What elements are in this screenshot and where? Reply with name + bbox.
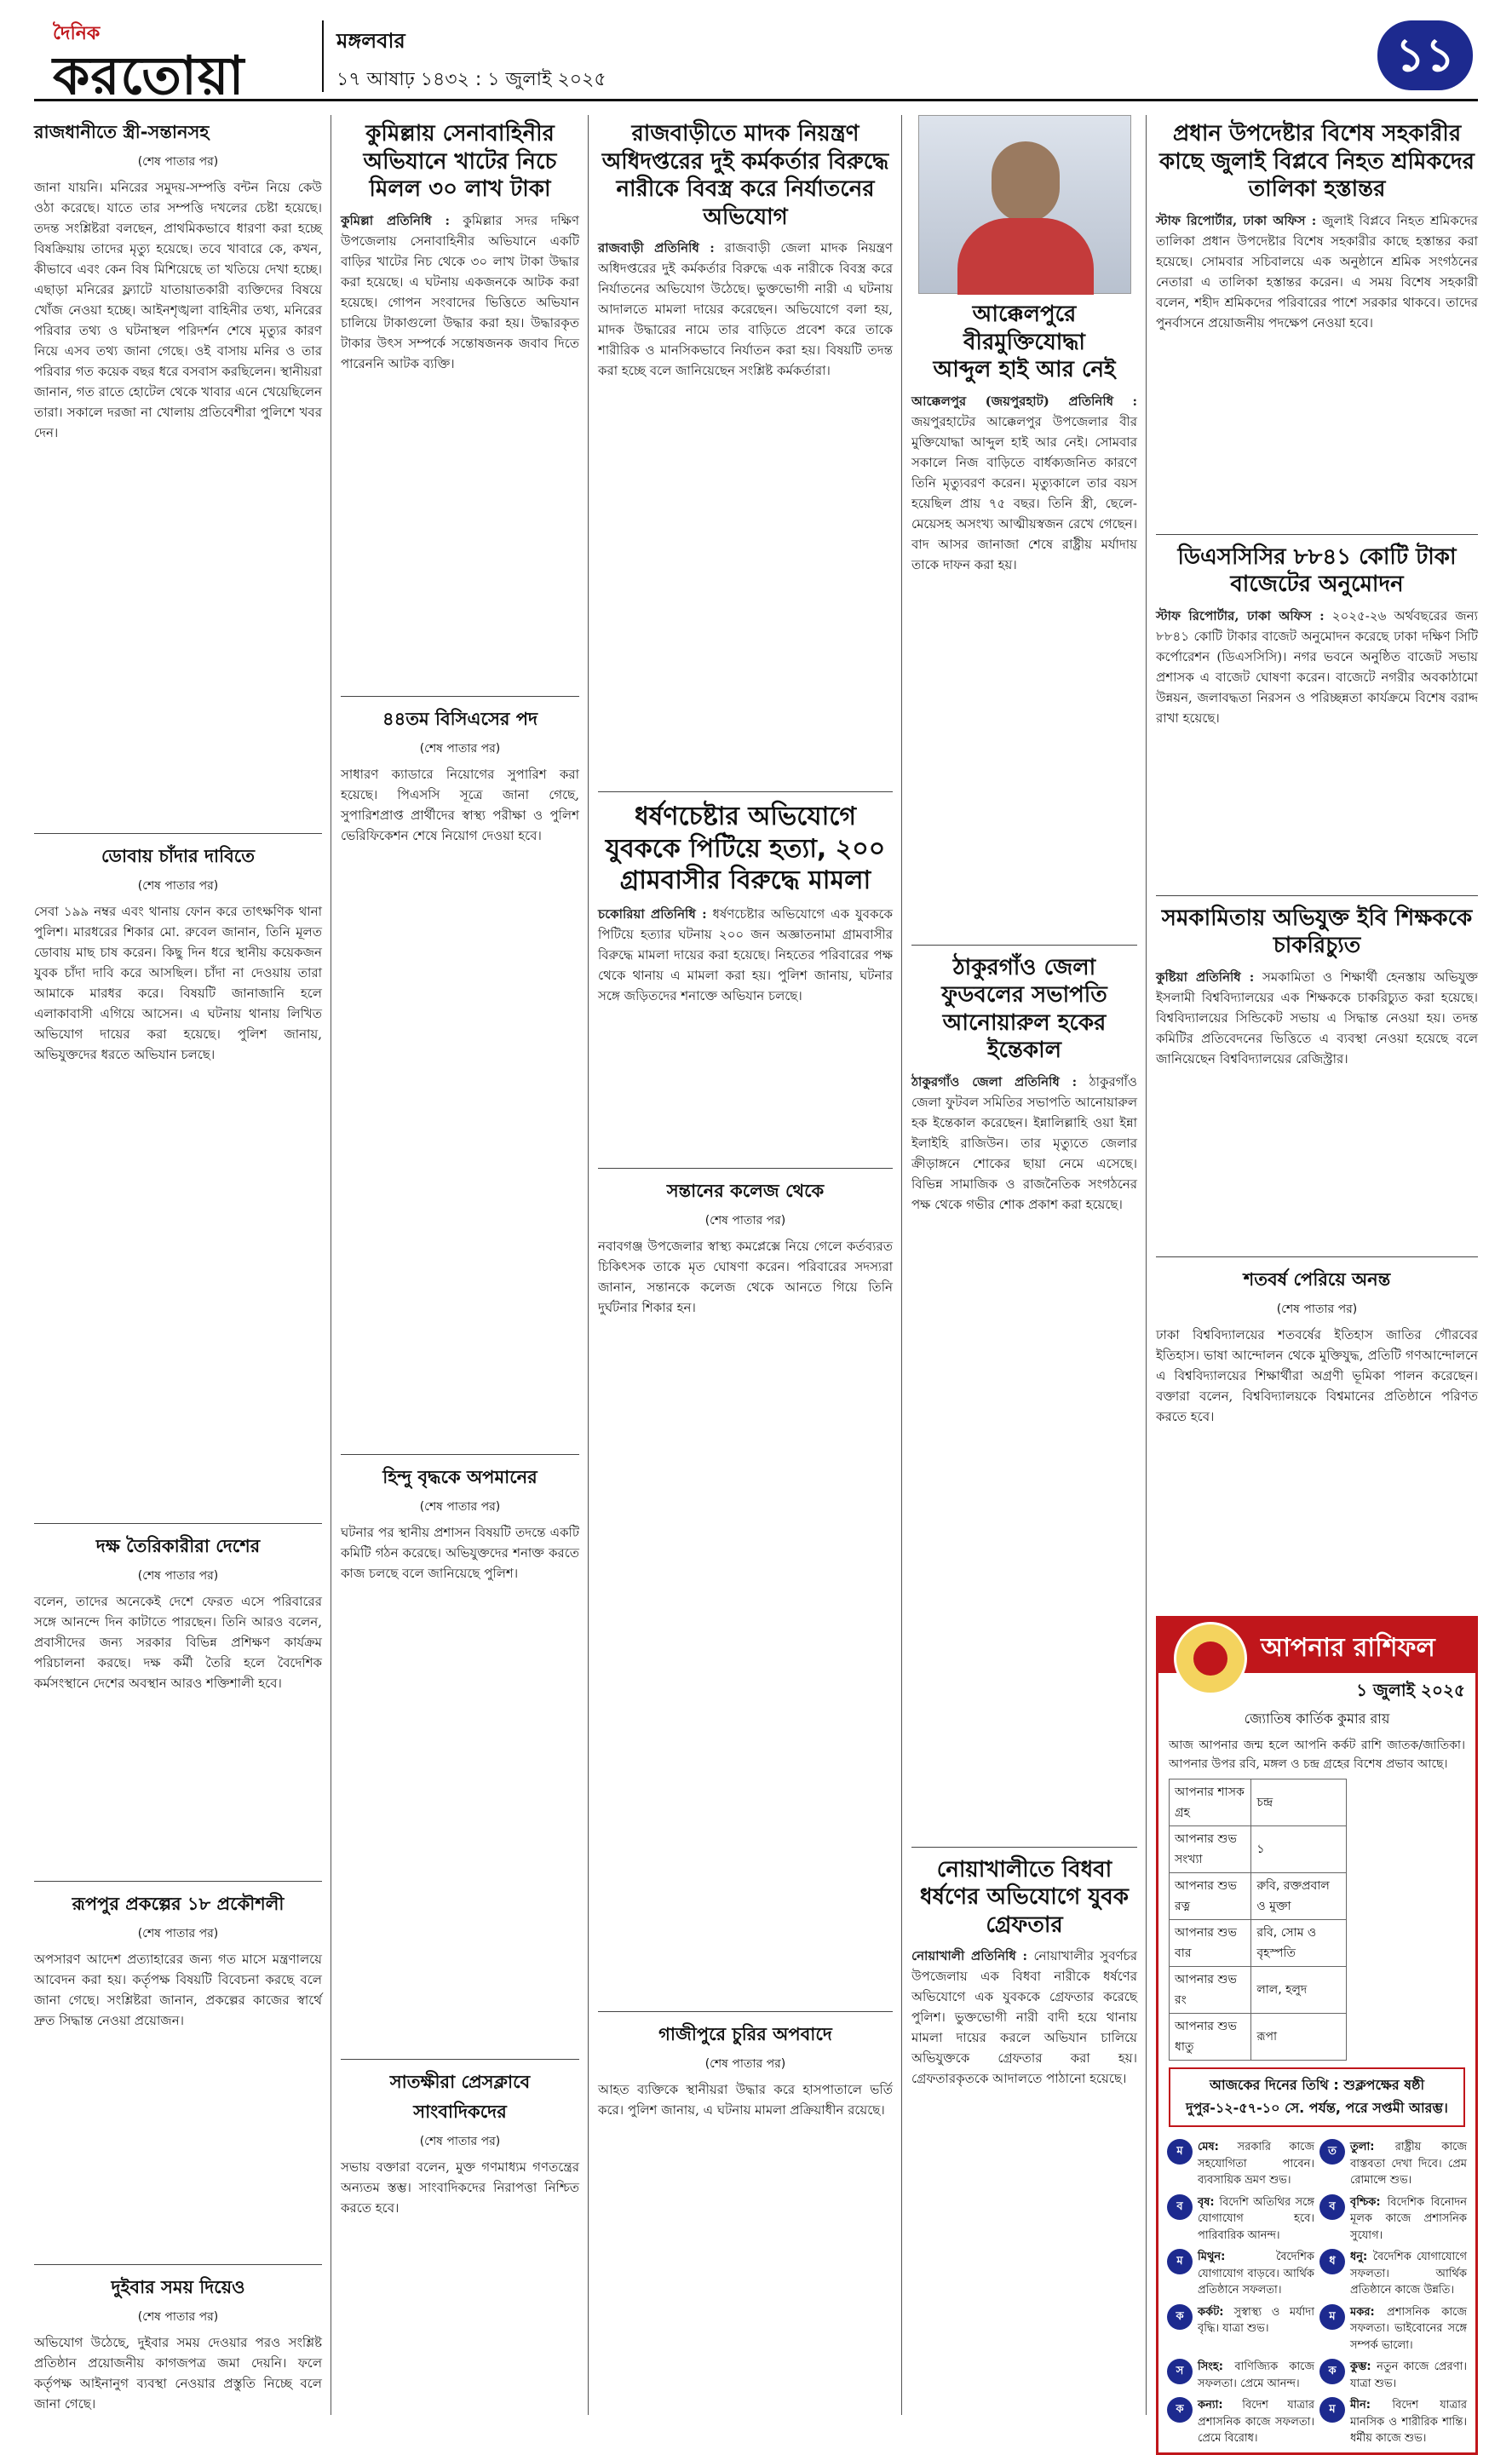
- zodiac-sign-entry: [1167, 2249, 1314, 2299]
- zodiac-sign-icon: ধ: [1319, 2249, 1345, 2274]
- zodiac-sign-icon: ব: [1319, 2194, 1345, 2220]
- horoscope-intro: আজ আপনার জন্ম হলে আপনি কর্কট রাশি জাতক/জাতিকা। আপনার উপর রবি, মঙ্গল ও চন্দ্র গ্রহের বিশেষ প্রভাব আছে।: [1169, 1738, 1465, 1771]
- masthead-divider: [322, 20, 324, 92]
- article-body: ঘটনার পর স্থানীয় প্রশাসন বিষয়টি তদন্তে একটি কমিটি গঠন করেছে। অভিযুক্তদের শনাক্ত করতে কাজ চলছে বলে জানিয়েছে পুলিশ।: [341, 1524, 579, 1581]
- continued-note: (শেষ পাতার পর): [419, 741, 501, 756]
- zodiac-sign-text: [1198, 2249, 1314, 2299]
- logo-title: করতোয়া: [53, 44, 245, 106]
- horoscope-stat-row: [1170, 1779, 1347, 1826]
- article-divider: [34, 1881, 322, 1882]
- article-body: আহত ব্যক্তিকে স্থানীয়রা উদ্ধার করে হাসপাতালে ভর্তি করে। পুলিশ জানায়, এ ঘটনায় মামলা প্রক্রিয়াধীন রয়েছে।: [598, 2081, 893, 2118]
- zodiac-sign-name: সিংহ:: [1198, 2360, 1235, 2374]
- logo-prefix: দৈনিক: [53, 23, 101, 44]
- article-text: কুমিল্লার সদর দক্ষিণ উপজেলায় সেনাবাহিনীর অভিযানে একটি বাড়ির খাটের নিচ থেকে ৩০ লাখ টাকা উদ্ধার করা হয়েছে। এ ঘটনায় একজনকে আটক করা হয়েছে। গোপন সংবাদের ভিত্তিতে অভিযান চালিয়ে টাকাগুলো উদ্ধার করা হয়। উদ্ধারকৃত টাকার উৎস সম্পর্কে সন্তোষজনক জবাব দিতে পারেননি আটক ব্যক্তি।: [341, 212, 579, 371]
- column-rule: [588, 115, 589, 2415]
- zodiac-sign-icon: ব: [1167, 2194, 1193, 2220]
- article-divider: [341, 696, 579, 697]
- zodiac-sign-name: বৃশ্চিক:: [1350, 2195, 1388, 2209]
- horoscope-header: [1158, 1618, 1475, 1673]
- article-title: গাজীপুরে চুরির অপবাদে: [658, 2023, 832, 2044]
- article-title: সন্তানের কলেজ থেকে: [666, 1180, 825, 1201]
- headline: সমকামিতায় অভিযুক্ত ইবি শিক্ষককে চাকরিচ্যুত: [1161, 905, 1473, 958]
- zodiac-sign-icon: ক: [1167, 2397, 1193, 2423]
- zodiac-sign-text: [1198, 2139, 1314, 2189]
- article-title: সাতক্ষীরা প্রেসক্লাবে সাংবাদিকদের: [389, 2071, 531, 2122]
- zodiac-sign-text: [1350, 2139, 1467, 2189]
- dateline: আক্কেলপুর (জয়পুরহাট) প্রতিনিধি :: [911, 393, 1137, 409]
- article-title: ৪৪তম বিসিএসের পদ: [382, 708, 538, 729]
- zodiac-sign-name: মীন:: [1350, 2399, 1393, 2412]
- dateline: স্টাফ রিপোর্টার, ঢাকা অফিস :: [1156, 607, 1325, 624]
- article-body: সাধারণ ক্যাডারে নিয়োগের সুপারিশ করা হয়েছে। পিএসসি সূত্রে জানা গেছে, সুপারিশপ্রাপ্ত প্রার্থীদের স্বাস্থ্য পরীক্ষা ও পুলিশ ভেরিফিকেশন শেষে নিয়োগ দেওয়া হবে।: [341, 766, 579, 843]
- zodiac-sign-forecast: বাণিজ্যিক কাজে সফলতা। প্রেমে আনন্দ।: [1198, 2360, 1314, 2390]
- zodiac-sign-forecast: বিদেশ যাত্রার প্রশাসনিক কাজে সফলতা। প্রেমে বিরোধ।: [1198, 2399, 1314, 2446]
- zodiac-sign-forecast: প্রশাসনিক কাজে সফলতা। ভাইবোনের সঙ্গে সম্পর্ক ভালো।: [1350, 2305, 1467, 2352]
- article-text: নোয়াখালীর সুবর্ণচর উপজেলায় এক বিধবা নারীকে ধর্ষণের অভিযোগে এক যুবককে গ্রেফতার করেছে পুলিশ। ভুক্তভোগী নারী বাদী হয়ে থানায় মামলা দায়ের করলে অভিযান চালিয়ে অভিযুক্তকে গ্রেফতার করা হয়। গ্রেফতারকৃতকে আদালতে পাঠানো হয়েছে।: [911, 1948, 1137, 2086]
- zodiac-sign-icon: স: [1167, 2359, 1193, 2384]
- article-title: রূপপুর প্রকল্পের ১৮ প্রকৌশলী: [72, 1894, 285, 1914]
- zodiac-wheel-icon: [1174, 1622, 1247, 1695]
- article-divider: [1156, 895, 1478, 896]
- horoscope-stat-row: [1170, 1826, 1347, 1873]
- zodiac-sign-icon: ম: [1319, 2397, 1345, 2423]
- stat-value: রবি, সোম ও বৃহস্পতি: [1251, 1920, 1346, 1967]
- zodiac-sign-name: কর্কট:: [1198, 2305, 1234, 2319]
- article-divider: [341, 2059, 579, 2060]
- zodiac-sign-name: মিথুন:: [1198, 2251, 1276, 2264]
- article-body: [341, 210, 579, 687]
- zodiac-sign-icon: ক: [1167, 2304, 1193, 2330]
- continued-note: (শেষ পাতার পর): [137, 879, 219, 893]
- zodiac-sign-text: [1198, 2359, 1314, 2392]
- article-body: [1156, 967, 1478, 1248]
- column-1: [34, 115, 322, 2415]
- zodiac-sign-grid: [1158, 2134, 1475, 2452]
- article-divider: [34, 833, 322, 834]
- zodiac-sign-name: কন্যা:: [1198, 2399, 1243, 2412]
- zodiac-sign-text: [1350, 2249, 1467, 2299]
- zodiac-sign-text: [1350, 2194, 1467, 2245]
- headline: কুমিল্লায় সেনাবাহিনীর অভিযানে খাটের নিচে মিলল ৩০ লাখ টাকা: [363, 121, 557, 202]
- zodiac-sign-text: [1198, 2304, 1314, 2354]
- issue-day: মঙ্গলবার: [336, 29, 405, 53]
- zodiac-sign-entry: [1167, 2359, 1314, 2392]
- horoscope-box: [1156, 1616, 1478, 2455]
- article-body: [1156, 210, 1478, 526]
- zodiac-sign-text: [1350, 2397, 1467, 2447]
- zodiac-sign-entry: [1319, 2304, 1467, 2354]
- headline: নোয়াখালীতে বিধবা ধর্ষণের অভিযোগে যুবক গ্রেফতার: [920, 1856, 1129, 1938]
- article-body: অভিযোগ উঠেছে, দুইবার সময় দেওয়ার পরও সংশ্লিষ্ট প্রতিষ্ঠান প্রয়োজনীয় কাগজপত্র জমা দেয়নি। ফলে কর্তৃপক্ষ আইনানুগ ব্যবস্থা নেওয়ার প্রস্তুতি নিচ্ছে বলে জানা গেছে।: [34, 2335, 322, 2412]
- headline: ডিএসসিসির ৮৮৪১ কোটি টাকা বাজেটের অনুমোদন: [1177, 543, 1457, 597]
- zodiac-sign-entry: [1167, 2139, 1314, 2189]
- zodiac-sign-name: মেষ:: [1198, 2141, 1238, 2154]
- horoscope-stat-row: [1170, 1873, 1347, 1920]
- article-text: ধর্ষণচেষ্টার অভিযোগে এক যুবককে পিটিয়ে হত্যার ঘটনায় ২০০ জন অজ্ঞাতনামা গ্রামবাসীর বিরুদ্ধে মামলা দায়ের করা হয়েছে। নিহতের পরিবারের পক্ষ থেকে থানায় এ মামলা করা হয়। পুলিশ জানায়, ঘটনার সঙ্গে জড়িতদের শনাক্তে অভিযান চলছে।: [598, 906, 893, 1003]
- article-title: ডোবায় চাঁদার দাবিতে: [101, 846, 255, 866]
- stat-label: আপনার শুভ সংখ্যা: [1170, 1826, 1251, 1873]
- dateline: রাজবাড়ী প্রতিনিধি :: [598, 240, 715, 256]
- zodiac-sign-forecast: বিদেশিক বিনোদন মূলক কাজে প্রশাসনিক সুযোগ।: [1350, 2195, 1467, 2242]
- horoscope-stat-row: [1170, 1967, 1347, 2014]
- article-body: ঢাকা বিশ্ববিদ্যালয়ের শতবর্ষের ইতিহাস জাতির গৌরবের ইতিহাস। ভাষা আন্দোলন থেকে মুক্তিযুদ্ধ, প্রতিটি গণআন্দোলনে এ বিশ্ববিদ্যালয়ের শিক্ষার্থীরা অগ্রণী ভূমিকা পালন করেছেন। বক্তারা বলেন, বিশ্ববিদ্যালয়কে বিশ্বমানের প্রতিষ্ঠানে পরিণত করতে হবে।: [1156, 1326, 1478, 1424]
- newspaper-logo: [53, 17, 308, 106]
- zodiac-sign-text: [1350, 2359, 1467, 2392]
- zodiac-sign-entry: [1319, 2139, 1467, 2189]
- horoscope-author: জ্যোতিষ কার্তিক কুমার রায়: [1244, 1710, 1390, 1727]
- article-body: জানা যায়নি। মনিরের সমুদয়-সম্পত্তি বন্টন নিয়ে কেউ ওঠা করেছে। যাতে তার সম্পত্তি দখলের চেষ্টা হয়েছে। তদন্ত সংশ্লিষ্টরা বলছেন, প্রাথমিকভাবে ধারণা করা হচ্ছে বিষক্রিয়ায় তাদের মৃত্যু হয়েছে। তবে খাবারে কে, কখন, কীভাবে এবং কেন বিষ মিশিয়েছে তা খতিয়ে দেখা হচ্ছে। এছাড়া মনিরের ফ্ল্যাটে যাতায়াতকারী ব্যক্তিদের বিষয়ে খোঁজ নেওয়া হচ্ছে। আইনশৃঙ্খলা বাহিনীর তথ্য, মনিরের পরিবার তথ্য ও ঘটনাস্থল পরিদর্শন শেষে মৃত্যুর কারণ নিয়ে এসব তথ্য জানা গেছে। ওই বাসায় মনির ও তার পরিবার গত কয়েক বছর ধরে বসবাস করছিলেন। স্থানীয়রা জানান, গত রাতে হোটেল থেকে খাবার এনে খেয়েছিলেন তারা। সকালে দরজা না খোলায় প্রতিবেশীরা পুলিশে খবর দেন।: [34, 180, 322, 440]
- article-body: [598, 904, 893, 1159]
- article-body: [1156, 606, 1478, 887]
- zodiac-sign-text: [1198, 2194, 1314, 2245]
- article-title: রাজধানীতে স্ত্রী-সন্তানসহ: [34, 122, 210, 142]
- column-rule: [1146, 115, 1147, 2415]
- stat-label: আপনার শুভ রত্ন: [1170, 1873, 1251, 1920]
- headline: ঠাকুরগাঁও জেলা ফুডবলের সভাপতি আনোয়ারুল হকের ইন্তেকাল: [941, 954, 1107, 1063]
- zodiac-sign-entry: [1167, 2194, 1314, 2245]
- zodiac-sign-name: বৃষ:: [1198, 2195, 1220, 2209]
- article-divider: [34, 2264, 322, 2265]
- zodiac-sign-entry: [1167, 2397, 1314, 2447]
- photo-caption-name: আব্দুল হাই আর নেই: [933, 357, 1116, 382]
- article-text: জুলাই বিপ্লবে নিহত শ্রমিকদের তালিকা প্রধান উপদেষ্টার বিশেষ সহকারীর কাছে হস্তান্তর করা হয়েছে। সোমবার সচিবালয়ে এক অনুষ্ঠানে শ্রমিক সংগঠনের নেতারা এ তালিকা হস্তান্তর করেন। এ সময় বিশেষ সহকারী বলেন, শহীদ শ্রমিকদের পরিবারের পাশে সরকার থাকবে। তাদের পুনর্বাসনে প্রয়োজনীয় পদক্ষেপ নেওয়া হবে।: [1156, 212, 1478, 331]
- column-rule: [901, 115, 902, 2415]
- continued-note: (শেষ পাতার পর): [1276, 1302, 1358, 1316]
- horoscope-date: ১ জুলাই ২০২৫: [1356, 1679, 1465, 1700]
- continued-note: (শেষ পাতার পর): [704, 2056, 786, 2071]
- stat-value: ১: [1251, 1826, 1346, 1873]
- horoscope-stats-table: [1169, 1779, 1347, 2061]
- zodiac-sign-forecast: সুস্বাস্থ্য ও মর্যাদা বৃদ্ধি। যাত্রা শুভ।: [1198, 2305, 1314, 2336]
- article-body: [911, 1946, 1137, 2089]
- stat-value: চন্দ্র: [1251, 1779, 1346, 1826]
- zodiac-sign-icon: ম: [1167, 2139, 1193, 2165]
- article-body: সেবা ১৯৯ নম্বর এবং থানায় ফোন করে তাৎক্ষণিক থানা পুলিশ। মারধরের শিকার মো. রুবেল জানান, তিনি মূলত ডোবায় মাছ চাষ করেন। কিছু দিন ধরে স্থানীয় কয়েকজন যুবক চাঁদা দাবি করে আসছিল। চাঁদা না দেওয়ায় তারা আমাকে মারধর করে। বিষয়টি জানাজানি হলে এলাকাবাসী এগিয়ে আসেন। এ ঘটনায় থানায় লিখিত অভিযোগ দায়ের করা হয়েছে। পুলিশ জানায়, অভিযুক্তদের ধরতে অভিযান চলছে।: [34, 904, 322, 1062]
- stat-label: আপনার শুভ রং: [1170, 1967, 1251, 2014]
- article-divider: [1156, 1256, 1478, 1257]
- continued-note: (শেষ পাতার পর): [137, 1569, 219, 1583]
- issue-date: ১৭ আষাঢ় ১৪৩২ : ১ জুলাই ২০২৫: [336, 69, 607, 90]
- dateline: চকোরিয়া প্রতিনিধি :: [598, 906, 707, 922]
- tithi-notice: আজকের দিনের তিথি : শুক্লপক্ষের ষষ্ঠী দুপুর-১২-৫৭-১০ সে. পর্যন্ত, পরে সপ্তমী আরম্ভ।: [1169, 2067, 1465, 2127]
- continued-note: (শেষ পাতার পর): [419, 1499, 501, 1514]
- article-body: [911, 1072, 1137, 1838]
- stat-label: আপনার শাসক গ্রহ: [1170, 1779, 1251, 1826]
- horoscope-title: আপনার রাশিফল: [1261, 1632, 1435, 1663]
- zodiac-sign-entry: [1319, 2397, 1467, 2447]
- portrait-shirt: [957, 218, 1094, 295]
- zodiac-sign-icon: ক: [1319, 2359, 1345, 2384]
- zodiac-sign-forecast: বিদেশি অতিথির সঙ্গে যোগাযোগ হবে। পারিবারিক আনন্দ।: [1198, 2195, 1314, 2242]
- article-divider: [598, 2011, 893, 2012]
- stat-label: আপনার শুভ ধাতু: [1170, 2014, 1251, 2061]
- article-text: জয়পুরহাটের আক্কেলপুর উপজেলার বীর মুক্তিযোদ্ধা আব্দুল হাই আর নেই। সোমবার সকালে নিজ বাড়িতে বার্ধক্যজনিত কারণে তিনি মৃত্যুবরণ করেন। মৃত্যুকালে তার বয়স হয়েছিল প্রায় ৭৫ বছর। তিনি স্ত্রী, ছেলে-মেয়েসহ অসংখ্য আত্মীয়স্বজন রেখে গেছেন। বাদ আসর জানাজা শেষে রাষ্ট্রীয় মর্যাদায় তাকে দাফন করা হয়।: [911, 413, 1137, 572]
- zodiac-sign-forecast: বিদেশ যাত্রার মানসিক ও শারীরিক শান্তি। ধর্মীয় কাজে শুভ।: [1350, 2399, 1467, 2446]
- column-3: [598, 115, 893, 2415]
- stat-value: লাল, হলুদ: [1251, 1967, 1346, 2014]
- article-body: [911, 391, 1137, 936]
- headline: ধর্ষণচেষ্টার অভিযোগে যুবককে পিটিয়ে হত্যা, ২০০ গ্রামবাসীর বিরুদ্ধে মামলা: [605, 802, 886, 895]
- continued-note: (শেষ পাতার পর): [137, 2310, 219, 2324]
- article-text: ২০২৫-২৬ অর্থবছরের জন্য ৮৮৪১ কোটি টাকার বাজেট অনুমোদন করেছে ঢাকা দক্ষিণ সিটি কর্পোরেশন (ডিএসসিসি)। নগর ভবনে অনুষ্ঠিত বাজেট সভায় প্রশাসক এ বাজেট ঘোষণা করেন। বাজেটে নগরীর অবকাঠামো উন্নয়ন, জলাবদ্ধতা নিরসন ও পরিচ্ছন্নতা কার্যক্রমে বিশেষ বরাদ্দ রাখা হয়েছে।: [1156, 607, 1478, 726]
- article-divider: [341, 1454, 579, 1455]
- article-divider: [34, 1523, 322, 1524]
- column-5: [1156, 115, 1478, 2446]
- zodiac-sign-name: তুলা:: [1350, 2141, 1395, 2154]
- zodiac-sign-icon: ম: [1167, 2249, 1193, 2274]
- column-4: [911, 115, 1137, 2415]
- article-title: শতবর্ষ পেরিয়ে অনন্ত: [1243, 1268, 1391, 1290]
- article-body: নবাবগঞ্জ উপজেলার স্বাস্থ্য কমপ্লেক্সে নিয়ে গেলে কর্তব্যরত চিকিৎসক তাকে মৃত ঘোষণা করেন। পরিবারের সদস্যরা জানান, সন্তানকে কলেজ থেকে আনতে গিয়ে তিনি দুর্ঘটনার শিকার হন।: [598, 1238, 894, 1315]
- article-text: ঠাকুরগাঁও জেলা ফুটবল সমিতির সভাপতি আনোয়ারুল হক ইন্তেকাল করেছেন। ইন্নালিল্লাহি ওয়া ইন্না ইলাইহি রাজিউন। তার মৃত্যুতে জেলার ক্রীড়াঙ্গনে শোকের ছায়া নেমে এসেছে। বিভিন্ন সামাজিক ও রাজনৈতিক সংগঠনের পক্ষ থেকে গভীর শোক প্রকাশ করা হয়েছে।: [911, 1073, 1137, 1212]
- article-body: বলেন, তাদের অনেকেই দেশে ফেরত এসে পরিবারের সঙ্গে আনন্দে দিন কাটাতে পারছেন। তিনি আরও বলেন, প্রবাসীদের জন্য সরকার বিভিন্ন প্রশিক্ষণ কার্যক্রম পরিচালনা করছে। দক্ষ কর্মী তৈরি হলে বৈদেশিক কর্মসংস্থানে দেশের অবস্থান আরও শক্তিশালী হবে।: [34, 1594, 322, 1691]
- zodiac-sign-forecast: রাষ্ট্রীয় কাজে বাস্তবতা দেখা দিবে। প্রেম রোমান্সে শুভ।: [1350, 2141, 1467, 2188]
- article-divider: [911, 1847, 1137, 1848]
- page-number-badge: ১১: [1377, 20, 1473, 90]
- dateline: নোয়াখালী প্রতিনিধি :: [911, 1948, 1028, 1963]
- zodiac-sign-name: কুম্ভ:: [1350, 2360, 1377, 2374]
- zodiac-sign-text: [1198, 2397, 1314, 2447]
- zodiac-sign-icon: ম: [1319, 2304, 1345, 2330]
- article-title: দুইবার সময় দিয়েও: [111, 2277, 245, 2297]
- zodiac-sign-name: মকর:: [1350, 2305, 1387, 2319]
- dateline: ঠাকুরগাঁও জেলা প্রতিনিধি :: [911, 1073, 1078, 1090]
- article-text: রাজবাড়ী জেলা মাদক নিয়ন্ত্রণ অধিদপ্তরের দুই কর্মকর্তার বিরুদ্ধে এক নারীকে বিবস্ত্র করে নির্যাতনের অভিযোগ উঠেছে। ভুক্তভোগী নারী এ ঘটনায় আদালতে মামলা দায়ের করেছেন। অভিযোগে বলা হয়, মাদক উদ্ধারের নামে তার বাড়িতে প্রবেশ করে তাকে শারীরিক ও মানসিকভাবে নির্যাতন করা হয়। বিষয়টি তদন্ত করা হচ্ছে বলে জানিয়েছেন সংশ্লিষ্ট কর্মকর্তারা।: [598, 240, 893, 378]
- horoscope-stat-row: [1170, 1920, 1347, 1967]
- article-body: সভায় বক্তারা বলেন, মুক্ত গণমাধ্যম গণতন্ত্রের অন্যতম স্তম্ভ। সাংবাদিকদের নিরাপত্তা নিশ্চিত করতে হবে।: [341, 2159, 579, 2216]
- horoscope-stats: [1169, 1779, 1465, 2061]
- zodiac-sign-entry: [1319, 2249, 1467, 2299]
- horoscope-stat-row: [1170, 2014, 1347, 2061]
- zodiac-sign-forecast: সরকারি কাজে সহযোগিতা পাবেন। ব্যবসায়িক ভ্রমণ শুভ।: [1198, 2141, 1314, 2188]
- article-body: অপসারণ আদেশ প্রত্যাহারের জন্য গত মাসে মন্ত্রণালয়ে আবেদন করা হয়। কর্তৃপক্ষ বিষয়টি বিবেচনা করছে বলে জানা গেছে। সংশ্লিষ্টরা জানান, প্রকল্পের কাজের স্বার্থে দ্রুত সিদ্ধান্ত নেওয়া প্রয়োজন।: [34, 1952, 322, 2028]
- article-divider: [598, 1168, 893, 1169]
- continued-note: (শেষ পাতার পর): [137, 1927, 219, 1940]
- zodiac-sign-forecast: বৈদেশিক যোগাযোগ বাড়বে। আর্থিক প্রতিষ্ঠানে সফলতা।: [1198, 2251, 1314, 2297]
- portrait-head: [992, 141, 1060, 222]
- article-body: [598, 238, 893, 783]
- continued-note: (শেষ পাতার পর): [704, 1213, 786, 1228]
- article-text: সমকামিতা ও শিক্ষার্থী হেনস্তায় অভিযুক্ত ইসলামী বিশ্ববিদ্যালয়ের এক শিক্ষককে চাকরিচ্যুত করা হয়েছে। বিশ্ববিদ্যালয়ের সিন্ডিকেট সভায় এ সিদ্ধান্ত নেওয়া হয়। তদন্ত কমিটির প্রতিবেদনের ভিত্তিতে এ ব্যবস্থা নেওয়া হয়েছে বলে জানিয়েছেন বিশ্ববিদ্যালয়ের রেজিস্ট্রার।: [1156, 969, 1478, 1067]
- headline: প্রধান উপদেষ্টার বিশেষ সহকারীর কাছে জুলাই বিপ্লবে নিহত শ্রমিকদের তালিকা হস্তান্তর: [1159, 121, 1475, 202]
- zodiac-sign-forecast: বৈদেশিক যোগাযোগে সফলতা। আর্থিক প্রতিষ্ঠানে কাজে উন্নতি।: [1350, 2251, 1467, 2297]
- article-divider: [598, 791, 893, 792]
- article-title: দক্ষ তৈরিকারীরা দেশের: [95, 1536, 261, 1556]
- article-divider: [911, 945, 1137, 946]
- continued-note: (শেষ পাতার পর): [137, 155, 219, 169]
- zodiac-sign-name: ধনু:: [1350, 2251, 1373, 2264]
- zodiac-sign-text: [1350, 2304, 1467, 2354]
- column-2: [341, 115, 579, 2415]
- portrait-photo: [918, 115, 1131, 294]
- article-title: হিন্দু বৃদ্ধকে অপমানের: [382, 1466, 538, 1487]
- masthead: [34, 12, 1478, 106]
- stat-value: রূপা: [1251, 2014, 1346, 2061]
- zodiac-sign-entry: [1167, 2304, 1314, 2354]
- dateline: স্টাফ রিপোর্টার, ঢাকা অফিস :: [1156, 212, 1317, 228]
- headline: রাজবাড়ীতে মাদক নিয়ন্ত্রণ অধিদপ্তরের দুই কর্মকর্তার বিরুদ্ধে নারীকে বিবস্ত্র করে নির্যাতনের অভিযোগ: [601, 121, 889, 230]
- article-divider: [1156, 534, 1478, 535]
- dateline: কুষ্টিয়া প্রতিনিধি :: [1156, 969, 1255, 985]
- dateline: কুমিল্লা প্রতিনিধি :: [341, 212, 451, 228]
- stat-value: রুবি, রক্তপ্রবাল ও মুক্তা: [1251, 1873, 1346, 1920]
- stat-label: আপনার শুভ বার: [1170, 1920, 1251, 1967]
- zodiac-sign-icon: ত: [1319, 2139, 1345, 2165]
- continued-note: (শেষ পাতার পর): [419, 2134, 501, 2148]
- photo-caption: আক্কেলপুরে বীরমুক্তিযোদ্ধা: [963, 302, 1085, 355]
- zodiac-sign-forecast: নতুন কাজে প্রেরণা। যাত্রা শুভ।: [1350, 2360, 1467, 2390]
- zodiac-sign-entry: [1319, 2359, 1467, 2392]
- zodiac-sign-entry: [1319, 2194, 1467, 2245]
